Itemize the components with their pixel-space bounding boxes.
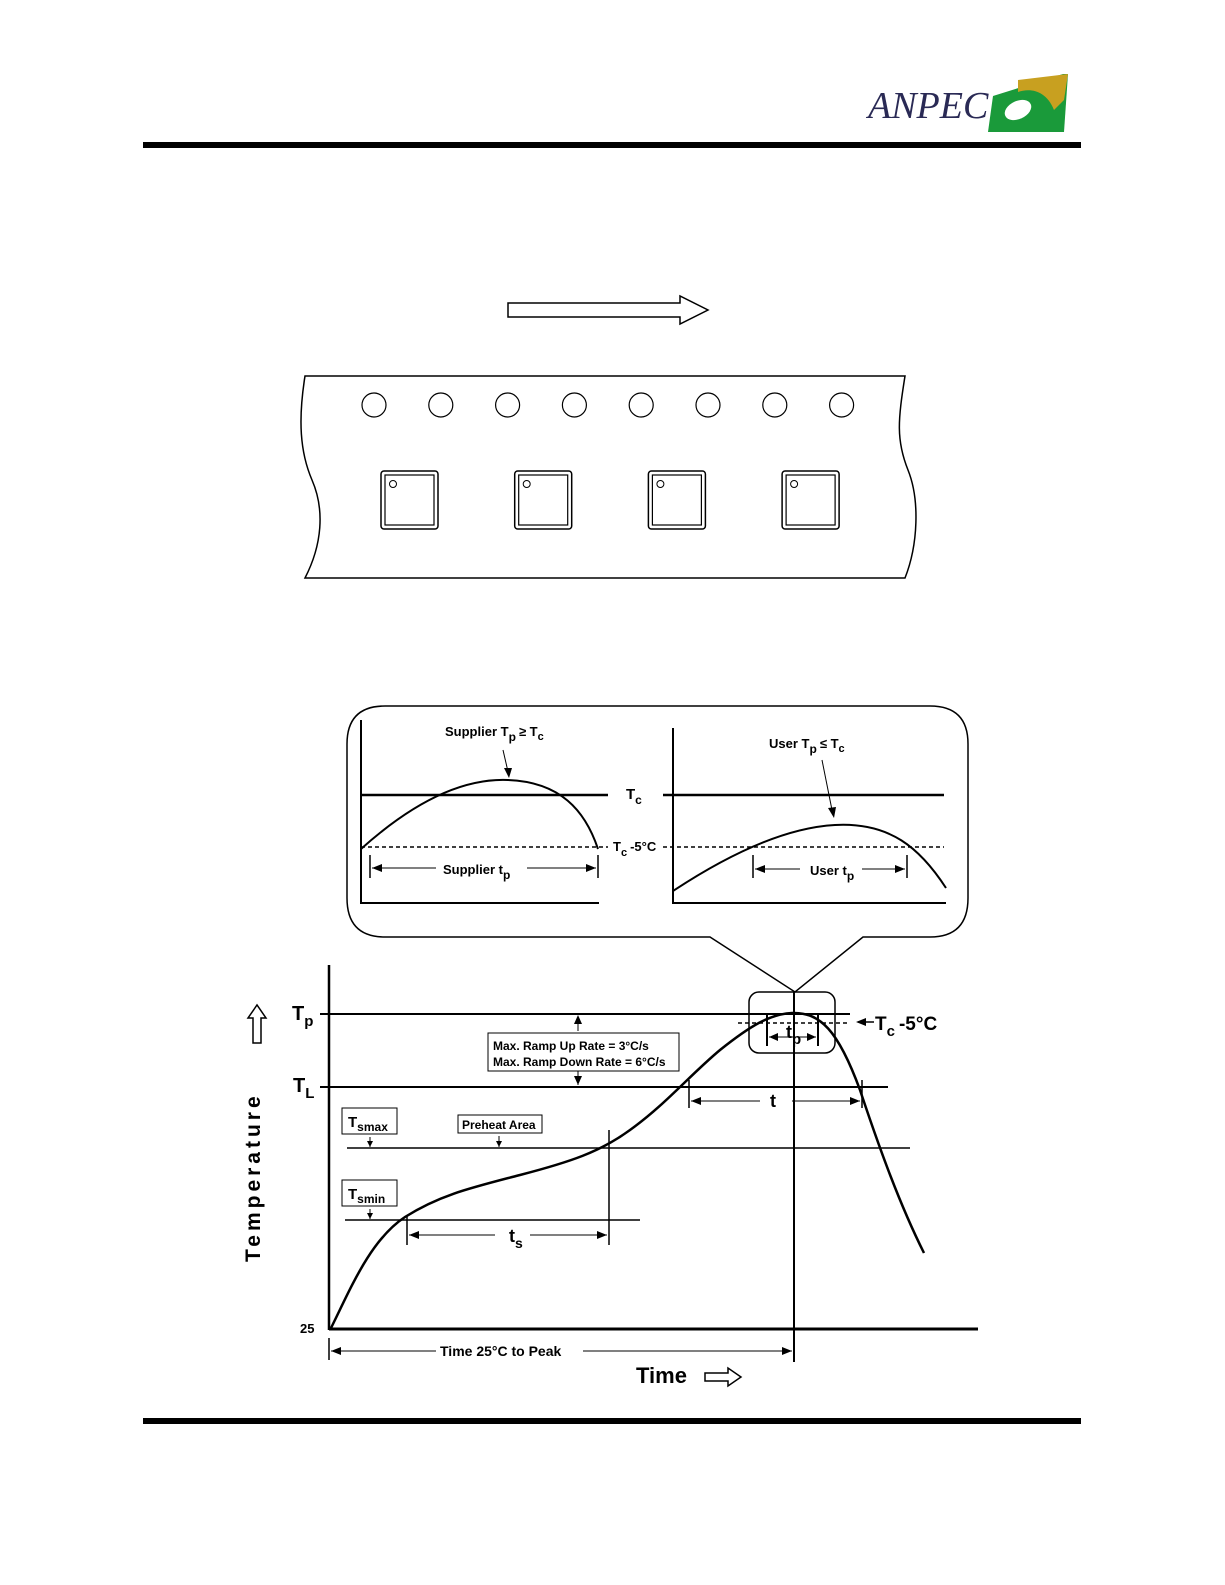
supplier-inset	[361, 720, 608, 903]
tp-axis-label: $T_p$	[292, 1003, 314, 1030]
time-to-peak-label: Time 25°C to Peak	[440, 1343, 562, 1359]
logo-text: ANPEC	[868, 85, 989, 127]
tc-minus5-inset-label: $T_c$ -5°C	[613, 839, 657, 859]
y-axis-label: Temperature	[242, 1092, 265, 1262]
inset-callout	[347, 706, 968, 992]
tc-minus5-main-label: $T_c$ -5°C	[875, 1014, 938, 1040]
tc-label: $T_c$	[626, 786, 642, 807]
arrow-right-icon	[705, 1368, 741, 1386]
x-axis-label: Time	[636, 1363, 687, 1388]
ramp-up-text: Max. Ramp Up Rate = 3°C/s	[493, 1039, 649, 1053]
y-start-label: 25	[300, 1321, 315, 1336]
supplier-tp-label: Supplier tp	[443, 862, 511, 882]
tsmin-label: $T_{smin}$	[348, 1186, 386, 1206]
tsmax-label: $T_{smax}$	[348, 1114, 388, 1134]
tp-small-label: $t_p$	[786, 1022, 802, 1048]
supplier-tp-title: Supplier $Tp \ge T_c$	[445, 724, 544, 744]
user-inset	[663, 728, 946, 903]
tl-axis-label: $T_L$	[293, 1075, 315, 1102]
preheat-label: Preheat Area	[462, 1118, 536, 1132]
arrow-up-icon	[248, 1005, 266, 1043]
user-tp-label: User tp	[810, 863, 855, 883]
ts-label: $t_s$	[509, 1226, 523, 1251]
ramp-down-text: Max. Ramp Down Rate = 6°C/s	[493, 1055, 666, 1069]
user-tp-title: User $Tp \le T_c$	[769, 736, 845, 756]
t-label: t	[770, 1091, 776, 1111]
